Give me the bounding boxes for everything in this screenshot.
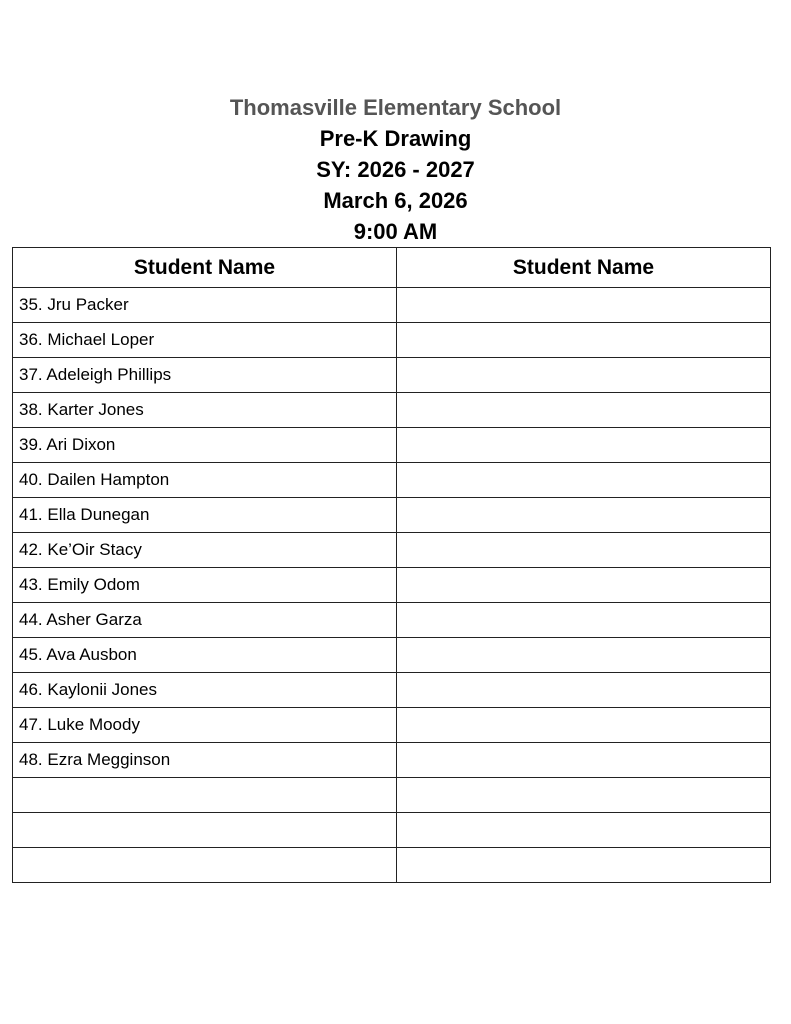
student-name-cell-left [13, 848, 397, 883]
student-name-cell-left: 46. Kaylonii Jones [13, 673, 397, 708]
school-name: Thomasville Elementary School [229, 95, 562, 120]
table-row [13, 393, 771, 428]
student-roster-table [12, 247, 771, 883]
event-time: 9:00 AM [353, 219, 438, 244]
student-name-cell-left: 37. Adeleigh Phillips [13, 358, 397, 393]
table-row [13, 638, 771, 673]
student-name-cell-left: 42. Ke’Oir Stacy [13, 533, 397, 568]
student-name-cell-right [397, 848, 771, 883]
student-name-cell-right [397, 323, 771, 358]
student-name-cell-left: 48. Ezra Megginson [13, 743, 397, 778]
table-row [13, 533, 771, 568]
table-row [13, 498, 771, 533]
student-name-cell-left: 44. Asher Garza [13, 603, 397, 638]
student-name-cell-right [397, 428, 771, 463]
table-row [13, 358, 771, 393]
student-name-cell-left [13, 813, 397, 848]
event-title: Pre-K Drawing [319, 126, 472, 151]
student-name-cell-left: 41. Ella Dunegan [13, 498, 397, 533]
event-date: March 6, 2026 [323, 188, 468, 213]
student-name-cell-left: 38. Karter Jones [13, 393, 397, 428]
table-row [13, 743, 771, 778]
table-row [13, 288, 771, 323]
student-name-cell-right [397, 568, 771, 603]
table-header-row [13, 248, 771, 288]
student-name-cell-right [397, 498, 771, 533]
student-name-cell-right [397, 288, 771, 323]
student-name-cell-right [397, 673, 771, 708]
student-name-cell-left: 39. Ari Dixon [13, 428, 397, 463]
student-name-cell-right [397, 638, 771, 673]
table-row [13, 673, 771, 708]
table-row [13, 428, 771, 463]
student-name-cell-left: 45. Ava Ausbon [13, 638, 397, 673]
student-name-cell-right [397, 463, 771, 498]
school-year: SY: 2026 - 2027 [316, 157, 475, 182]
student-name-cell-left [13, 778, 397, 813]
table-row [13, 848, 771, 883]
table-row [13, 568, 771, 603]
student-name-cell-right [397, 778, 771, 813]
table-body [13, 288, 771, 883]
student-name-cell-left: 47. Luke Moody [13, 708, 397, 743]
student-name-cell-right [397, 708, 771, 743]
student-name-cell-right [397, 358, 771, 393]
table-row [13, 463, 771, 498]
student-name-cell-left: 36. Michael Loper [13, 323, 397, 358]
student-name-cell-right [397, 393, 771, 428]
column-header-left: Student Name [13, 248, 397, 288]
table-row [13, 778, 771, 813]
table-row [13, 323, 771, 358]
table-row [13, 813, 771, 848]
student-name-cell-right [397, 813, 771, 848]
table-row [13, 603, 771, 638]
table-row [13, 708, 771, 743]
student-name-cell-right [397, 603, 771, 638]
student-name-cell-left: 35. Jru Packer [13, 288, 397, 323]
student-name-cell-right [397, 533, 771, 568]
student-name-cell-left: 40. Dailen Hampton [13, 463, 397, 498]
document-header [0, 92, 791, 247]
column-header-right: Student Name [397, 248, 771, 288]
student-name-cell-left: 43. Emily Odom [13, 568, 397, 603]
student-name-cell-right [397, 743, 771, 778]
